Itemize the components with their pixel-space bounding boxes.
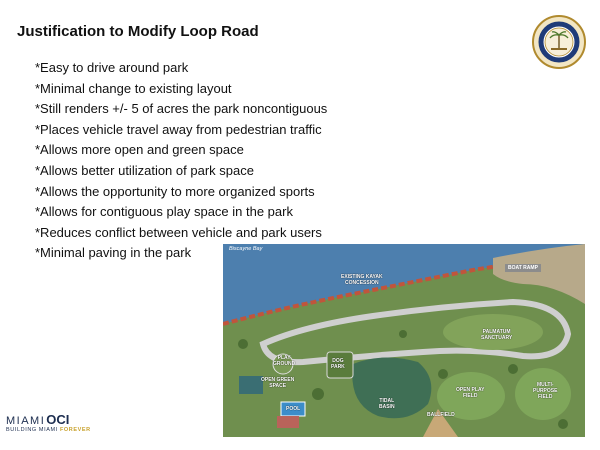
map-label-palmatum: PALMATUM SANCTUARY [481, 329, 513, 341]
map-label-boat-ramp: BOAT RAMP [505, 264, 541, 272]
bullet-item: *Allows better utilization of park space [35, 162, 254, 178]
bullet-list [35, 58, 327, 264]
logo-oci-text: OCI [46, 412, 70, 427]
slide-title: Justification to Modify Loop Road [17, 23, 259, 40]
map-label-kayak: EXISTING KAYAK CONCESSION [341, 274, 383, 286]
city-seal-icon [532, 15, 586, 69]
bullet-item: *Allows for contiguous play space in the park [35, 204, 293, 220]
map-label-open-play: OPEN PLAY FIELD [456, 387, 485, 399]
map-label-playground: PLAY GROUND [273, 355, 296, 367]
bay-label: Biscayne Bay [229, 246, 263, 252]
map-label-ballfield: BALLFIELD [427, 412, 455, 418]
map-label-tidal-basin: TIDAL BASIN [379, 398, 395, 410]
bullet-item: *Still renders +/- 5 of acres the park noncontiguous [35, 101, 328, 117]
map-label-open-green: OPEN GREEN SPACE [261, 377, 295, 389]
map-label-dog-park: DOG PARK [331, 358, 345, 370]
miami-oci-logo [6, 412, 126, 442]
bullet-item: *Places vehicle travel away from pedestrian traffic [35, 121, 322, 137]
logo-tagline: BUILDING MIAMI FOREVER [6, 427, 91, 433]
bullet-item: *Allows the opportunity to more organized sports [35, 183, 315, 199]
bullet-item: *Minimal paving in the park [35, 245, 192, 261]
logo-miami-text: MIAMI [6, 415, 46, 427]
site-plan-map [223, 244, 585, 437]
map-label-pool: POOL [286, 406, 301, 412]
bullet-item: *Allows more open and green space [35, 142, 244, 158]
bullet-item: *Minimal change to existing layout [35, 80, 232, 96]
map-label-multi-purpose: MULTI- PURPOSE FIELD [533, 382, 558, 400]
bullet-item: *Easy to drive around park [35, 60, 189, 75]
bullet-item: *Reduces conflict between vehicle and park users [35, 224, 322, 240]
